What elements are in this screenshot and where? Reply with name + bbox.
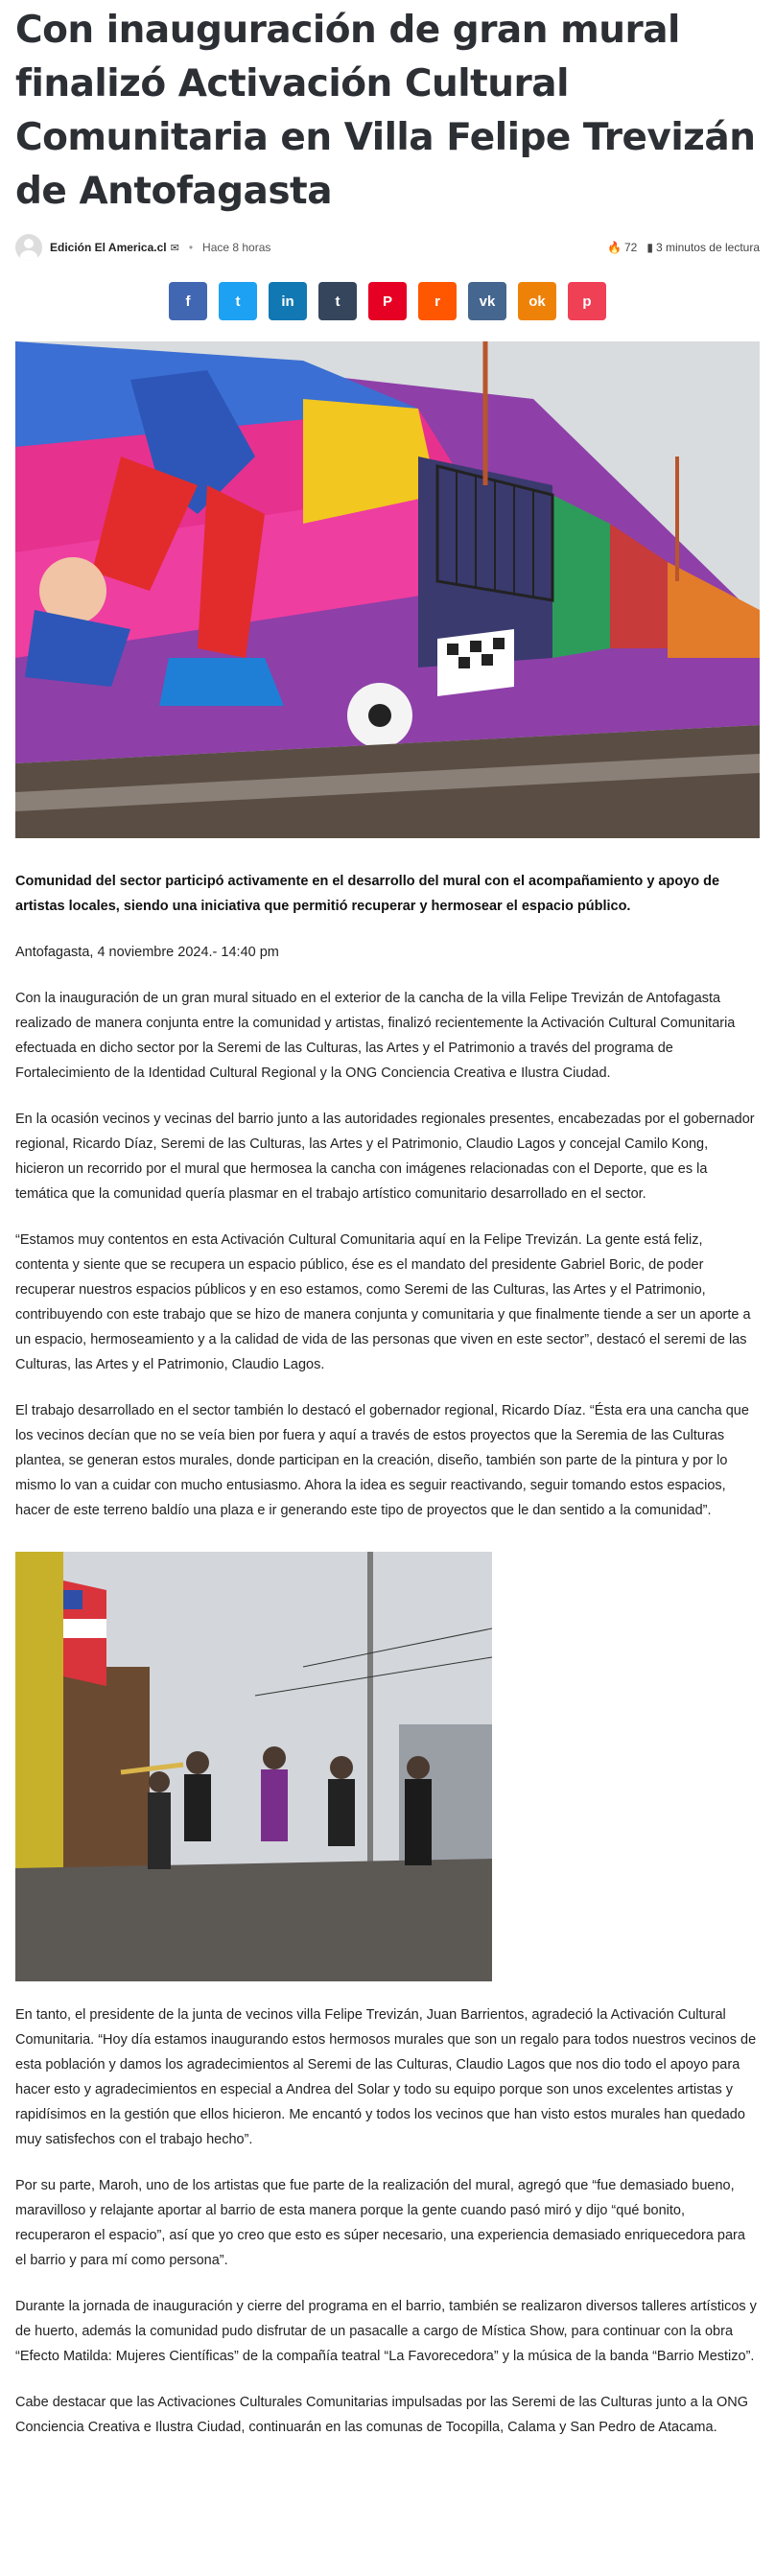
separator-dot: • xyxy=(188,241,194,254)
author-avatar[interactable] xyxy=(15,234,42,261)
twitter-icon: t xyxy=(235,293,241,310)
mural-photo xyxy=(15,341,760,838)
read-time xyxy=(646,241,760,254)
share-bar xyxy=(15,282,760,320)
article-title: Con inauguración de gran mural finalizó Activación Cultural Comunitaria en Villa Felipe Trevizán de Antofagasta xyxy=(15,9,756,213)
facebook-icon: f xyxy=(185,293,191,310)
article-paragraph: Cabe destacar que las Activaciones Culturales Comunitarias impulsadas por las Seremi de las Culturas junto a la ONG Conciencia Creativa e Ilustra Ciudad, continuarán en las comunas de Tocopilla, Calama y San Pedro de Atacama. xyxy=(15,2395,749,2435)
article-paragraph: En la ocasión vecinos y vecinas del barrio junto a las autoridades regionales presentes, encabezadas por el gobernador regional, Ricardo Díaz, Seremi de las Culturas, las Artes y el Patrimonio, Claudio Lagos y concejal Camilo Kong, hicieron un recorrido por el mural que hermosea la cancha con imágenes relacionadas con el Deporte, que es la temática que la comunidad quería plasmar en el trabajo artístico comunitario desarrollado en el sector. xyxy=(15,1112,755,1202)
parade-illustration xyxy=(15,1552,492,1981)
bookmark-icon: ▮ xyxy=(646,241,653,254)
reddit-icon: r xyxy=(434,293,440,310)
pocket-share-button[interactable] xyxy=(568,282,606,320)
facebook-share-button[interactable] xyxy=(169,282,207,320)
envelope-icon[interactable]: ✉ xyxy=(170,242,179,254)
mural-illustration xyxy=(15,341,760,838)
twitter-share-button[interactable] xyxy=(219,282,257,320)
parade-photo xyxy=(15,1552,492,1981)
vk-share-button[interactable] xyxy=(468,282,506,320)
author-name[interactable]: Edición El America.cl xyxy=(50,241,167,254)
article-paragraph: “Estamos muy contentos en esta Activación Cultural Comunitaria aquí en la Felipe Trevizán. La gente está feliz, contenta y siente que se recupera un espacio público, ése es el mandato del presidente Gabriel Boric, de poder recuperar nuestros espacios públicos y en eso estamos, como Seremi de las Culturas, las Artes y el Patrimonio, contribuyendo con este trabajo que se hizo de manera conjunta y comunitaria y que finalmente tiende a ser un aporte a un espacio, hermoseamiento y a la calidad de vida de las personas que viven en este sector”, destacó el seremi de las Culturas, las Artes y el Patrimonio, Claudio Lagos. xyxy=(15,1232,751,1372)
views-counter xyxy=(607,241,637,254)
vk-icon: vk xyxy=(479,293,496,310)
tumblr-share-button[interactable] xyxy=(318,282,357,320)
time-ago: Hace 8 horas xyxy=(202,241,271,254)
odnoklassniki-share-button[interactable] xyxy=(518,282,556,320)
reddit-share-button[interactable] xyxy=(418,282,457,320)
views-count: 72 xyxy=(623,241,638,254)
article-lead: Comunidad del sector participó activamente en el desarrollo del mural con el acompañamiento y apoyo de artistas locales, siendo una iniciativa que permitió recuperar y hermosear el espacio público. xyxy=(15,874,720,914)
linkedin-icon: in xyxy=(281,293,294,310)
article-paragraph: Durante la jornada de inauguración y cierre del programa en el barrio, también se realizaron diversos talleres artísticos y de huerto, además la comunidad pudo disfrutar de un pasacalle a cargo de Mística Show, para continuar con la obra “Efecto Matilda: Mujeres Científicas” de la compañía teatral “La Favorecedora” y la música de la banda “Barrio Mestizo”. xyxy=(15,2299,757,2364)
article-paragraph: El trabajo desarrollado en el sector también lo destacó el gobernador regional, Ricardo Díaz. “Ésta era una cancha que los vecinos decían que no se veía bien por fuera y aquí a través de estos proyectos que la Seremia de las Culturas plantea, se generan estos murales, donde participan en la creación, diseño, también son parte de la pintura y por lo mismo lo van a cuidar con mucho entusiasmo. Ahora la idea es seguir reactivando, seguir tomando estos espacios, hacer de este terreno baldío una plaza e ir generando este tipo de proyectos que le dan sentido a la comunidad”. xyxy=(15,1403,749,1518)
article-paragraph: En tanto, el presidente de la junta de vecinos villa Felipe Trevizán, Juan Barrientos, agradeció la Activación Cultural Comunitaria. “Hoy día estamos inaugurando estos hermosos murales que son un regalo para todos nuestros vecinos de esta población y damos los agradecimientos al Seremi de las Culturas, Claudio Lagos que nos dio todo el apoyo para hacer esto y agradecimientos en especial a Andrea del Solar y todo su equipo porque son unos excelentes artistas y rapidísimos en la gestión que ellos hicieron. Me encantó y todos los vecinos que han visto estos murales han quedado muy satisfechos con el trabajo hecho”. xyxy=(15,2007,757,2147)
article-paragraph: Por su parte, Maroh, uno de los artistas que fue parte de la realización del mural, agregó que “fue demasiado bueno, maravilloso y relajante aportar al barrio de esta manera porque la gente cuando pasó miró y dijo “qué bonito, recuperaron el espacio”, así que yo creo que esto es súper necesario, una experiencia demasiado enriquecedora para el barrio y para mí como persona”. xyxy=(15,2178,745,2268)
article-paragraph: Con la inauguración de un gran mural situado en el exterior de la cancha de la villa Felipe Trevizán de Antofagasta realizado de manera conjunta entre la comunidad y artistas, finalizó recientemente la Activación Cultural Comunitaria efectuada en dicho sector por la Seremi de las Culturas, las Artes y el Patrimonio a través del programa de Fortalecimiento de la Identidad Cultural Regional y la ONG Conciencia Creativa e Ilustra Ciudad. xyxy=(15,991,736,1081)
fire-icon: 🔥 xyxy=(607,241,622,254)
tumblr-icon: t xyxy=(335,293,341,310)
pinterest-share-button[interactable] xyxy=(368,282,407,320)
article-dateline: Antofagasta, 4 noviembre 2024.- 14:40 pm xyxy=(15,945,279,960)
read-time-label: 3 minutos de lectura xyxy=(655,241,760,254)
post-meta xyxy=(15,228,760,267)
pinterest-icon: P xyxy=(382,293,392,310)
linkedin-share-button[interactable] xyxy=(269,282,307,320)
odnoklassniki-icon: ok xyxy=(528,293,546,310)
pocket-icon: p xyxy=(582,293,592,310)
